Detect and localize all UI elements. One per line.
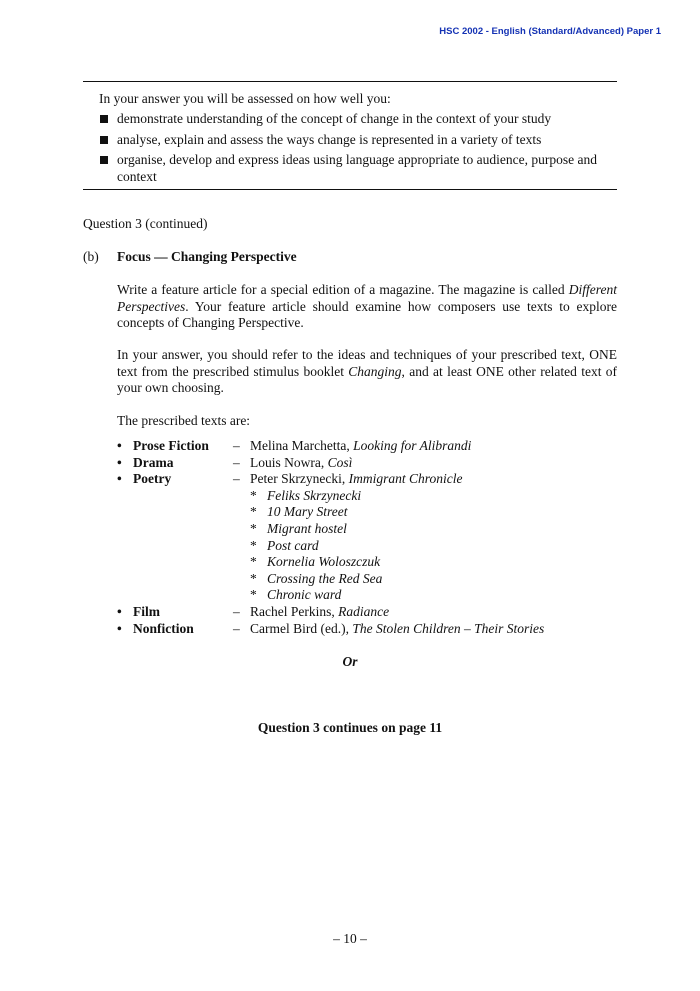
instruction-text: . Your feature article should examine how composers use texts to explore concepts of Changing Perspective. [117,298,617,330]
text-work: Così [327,454,353,470]
poem-title: Post card [267,537,319,553]
continues-note: Question 3 continues on page 11 [257,720,443,735]
poem-row [117,488,617,505]
page-number: – 10 – [333,931,367,946]
text-category: Drama [133,454,174,470]
poem-title: Crossing the Red Sea [267,570,383,586]
booklet-title: Changing [348,363,402,379]
text-author: Rachel Perkins, [250,603,339,619]
poem-row [117,538,617,555]
bullet-icon: • [117,471,122,487]
text-entry [250,471,462,488]
text-category: Nonfiction [133,620,194,636]
text-entry [250,455,352,472]
square-bullet-icon [100,115,108,123]
poem-title: Feliks Skrzynecki [267,487,362,503]
square-bullet-icon [100,136,108,144]
criteria-item-text: analyse, explain and assess the ways change is represented in a variety of texts [117,131,542,147]
criteria-item-text: demonstrate understanding of the concept of change in the context of your study [117,111,552,126]
reference-text: , and at least ONE other related text of your own choosing. [117,363,618,395]
bullet-icon: • [117,454,122,470]
poem-row [117,554,617,571]
bullet-icon: • [117,438,122,453]
bullet-icon: • [117,603,122,619]
reference-text: In your answer, you should refer to the ideas and techniques of your prescribed text, ONE text from the prescribed stimulus booklet [117,347,617,379]
bullet-icon: • [117,620,122,636]
text-category: Film [133,603,160,619]
dash: – [233,620,240,636]
magazine-title: Different Perspectives [117,282,617,314]
reference-paragraph [117,347,617,397]
asterisk-icon: * [250,554,257,570]
text-entry [250,604,389,621]
criteria-item [99,152,603,185]
instruction-text: Write a feature article for a special edition of a magazine. The magazine is called [117,282,569,297]
dash: – [233,438,240,453]
poem-title: Migrant hostel [267,520,347,536]
question-continued-label: Question 3 (continued) [83,216,208,231]
poem-row [117,587,617,604]
asterisk-icon: * [250,520,257,536]
poem-row [117,571,617,588]
criteria-intro: In your answer you will be assessed on how well you: [99,91,391,106]
text-author: Carmel Bird (ed.), [250,620,353,636]
poem-row [117,521,617,538]
prescribed-text-row [117,455,617,472]
prescribed-text-row [117,604,617,621]
text-entry [250,438,471,455]
dash: – [233,454,240,470]
asterisk-icon: * [250,504,257,520]
poem-title: 10 Mary Street [267,504,348,520]
square-bullet-icon [100,156,108,164]
prescribed-texts-list [117,438,617,637]
texts-intro: The prescribed texts are: [117,413,251,428]
text-work: Looking for Alibrandi [353,438,472,453]
page-header: HSC 2002 - English (Standard/Advanced) Paper 1 [439,26,661,37]
part-label: (b) [83,249,99,264]
text-entry [250,621,544,638]
asterisk-icon: * [250,487,257,503]
text-work: Immigrant Chronicle [348,471,463,487]
text-category: Poetry [133,471,172,487]
assessment-criteria-box [83,81,617,190]
prescribed-text-row [117,471,617,488]
text-work: Radiance [338,603,390,619]
instruction-paragraph [117,282,617,332]
criteria-item [99,111,603,128]
criteria-item-text: organise, develop and express ideas using language appropriate to audience, purpose and context [117,152,597,184]
focus-title: Focus — Changing Perspective [117,249,297,264]
asterisk-icon: * [250,570,257,586]
prescribed-text-row [117,621,617,638]
criteria-list [99,111,603,189]
text-author: Peter Skrzynecki, [250,471,349,487]
prescribed-text-row [117,438,617,455]
poem-row [117,504,617,521]
dash: – [233,603,240,619]
poem-title: Chronic ward [267,587,342,603]
text-work: The Stolen Children – Their Stories [352,620,545,636]
poem-title: Kornelia Woloszczuk [267,554,381,570]
text-author: Louis Nowra, [250,454,328,470]
text-author: Melina Marchetta, [250,438,354,453]
or-separator: Or [342,654,358,669]
asterisk-icon: * [250,537,257,553]
criteria-item [99,132,603,149]
dash: – [233,471,240,487]
asterisk-icon: * [250,587,257,603]
text-category: Prose Fiction [133,438,209,453]
